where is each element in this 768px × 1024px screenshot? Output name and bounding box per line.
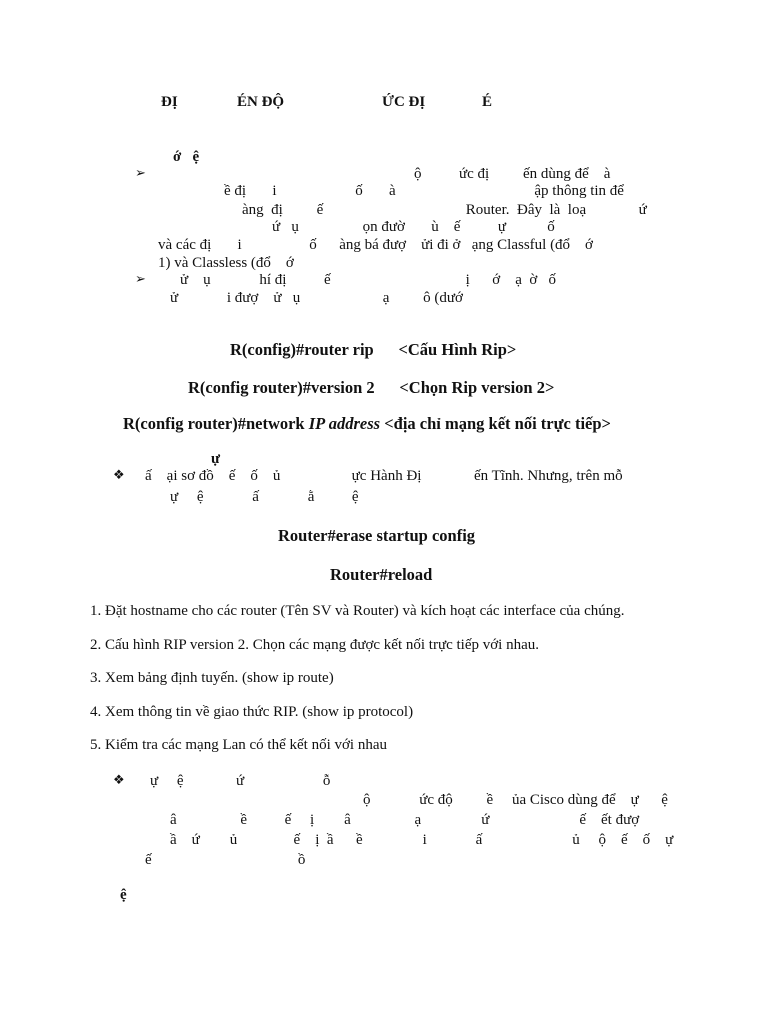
task-item: 5. Kiểm tra các mạng Lan có thể kết nối với nhau (90, 737, 387, 753)
command-network-suffix: <địa chỉ mạng kết nối trực tiếp> (380, 414, 611, 433)
paragraph-line: ấ ại sơ đồ ế ố ủ ực Hành Đị ến Tĩnh. Nhưng, trên mỗ (145, 468, 623, 484)
paragraph-line: ứ ụ ọn đườ ù ế ự ố (272, 219, 555, 235)
paragraph-line: ử ụ hí đị ế ị ớ ạ ờ ố (180, 272, 557, 288)
section1-subtitle: ớ ệ (173, 149, 200, 165)
paragraph-line: ộ ức đị ến dùng để à (414, 166, 611, 182)
command-router-rip: R(config)#router rip <Cấu Hình Rip> (230, 340, 517, 359)
command-network-prefix: R(config router)#network (123, 414, 309, 433)
heading-fragment-3: ỨC ĐỊ (382, 94, 426, 110)
task-item: 1. Đặt hostname cho các router (Tên SV và Router) và kích hoạt các interface của chúng. (90, 603, 625, 619)
diamond-bullet-icon: ❖ (113, 468, 125, 483)
section3-header-line: ự ệ ứ ỗ (150, 773, 331, 789)
command-network-ip-address: IP address (308, 414, 381, 433)
command-erase-startup-config: Router#erase startup config (278, 526, 476, 545)
section2-subtitle: ự (211, 451, 221, 467)
paragraph-line: 1) và Classless (đổ ớ (158, 255, 294, 271)
paragraph-line: ự ệ ấ ằ ệ (170, 489, 359, 505)
heading-fragment-1: ĐỊ (161, 94, 178, 110)
command-reload: Router#reload (330, 565, 433, 584)
arrow-bullet-icon: ➢ (135, 166, 146, 181)
paragraph-line: â ề ế ị â ạ ứ ế ết đượ (170, 812, 640, 828)
task-item: 3. Xem bảng định tuyến. (show ip route) (90, 670, 334, 686)
heading-fragment-4: É (482, 94, 493, 110)
heading-fragment-2: ÉN ĐỘ (237, 94, 285, 110)
command-network (123, 416, 611, 433)
paragraph-line: àng đị ế Router. Đây là loạ ứ (242, 202, 647, 218)
task-item: 4. Xem thông tin về giao thức RIP. (show ip protocol) (90, 704, 414, 720)
diamond-bullet-icon: ❖ (113, 773, 125, 788)
paragraph-line: ề đị i ố à ập thông tin để (224, 183, 624, 199)
paragraph-line: ộ ức độ ề ủa Cisco dùng để ự ệ (363, 792, 668, 808)
paragraph-line: ầ ứ ủ ế ị ầ ề i ấ ủ ộ ế ố ự (170, 832, 674, 848)
task-item: 2. Cấu hình RIP version 2. Chọn các mạng được kết nối trực tiếp với nhau. (90, 637, 539, 653)
footer-fragment: ệ (120, 887, 127, 903)
arrow-bullet-icon: ➢ (135, 272, 146, 287)
command-version-2: R(config router)#version 2 <Chọn Rip version 2> (188, 378, 555, 397)
paragraph-line: ế ồ (145, 852, 306, 868)
paragraph-line: và các đị i ố àng bá đượ ửi đi ở ạng Classful (đổ ớ (158, 237, 593, 253)
paragraph-line: ử i đượ ử ụ ạ ô (dướ (170, 290, 463, 306)
